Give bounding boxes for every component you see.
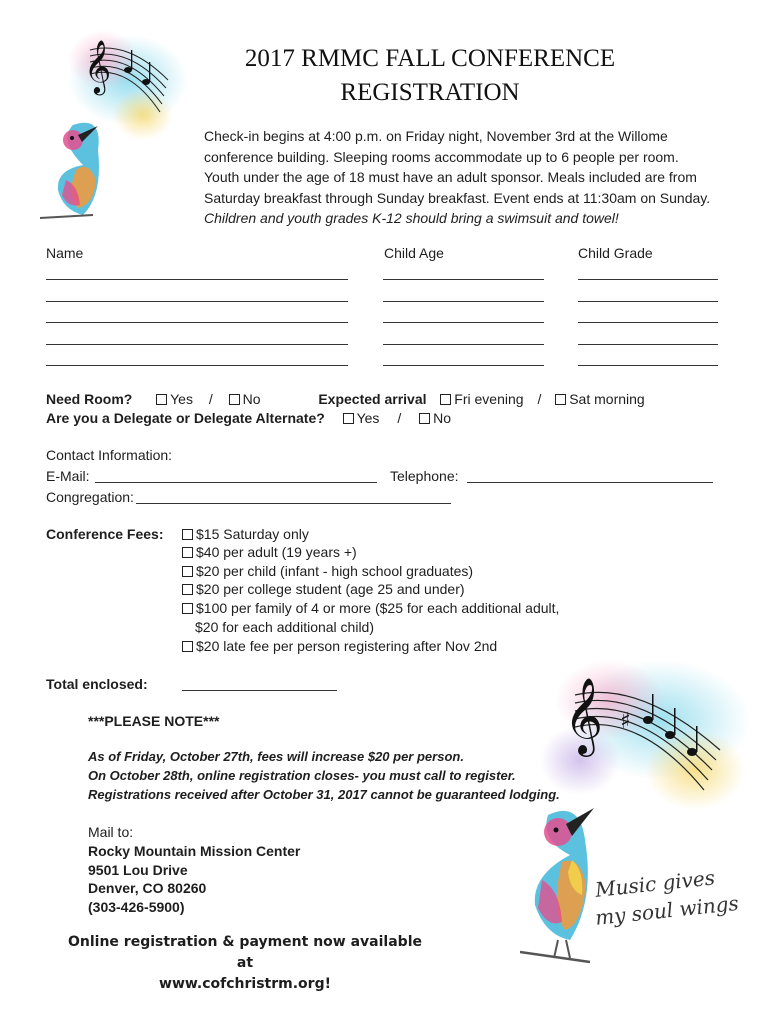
delegate-no-checkbox[interactable] [419,413,430,424]
name-field[interactable] [46,322,348,323]
arrival-fri-checkbox[interactable] [440,394,451,405]
intro-line: Youth under the age of 18 must have an adult sponsor. Meals included are from [204,169,697,185]
tagline-line2: my soul wings [594,890,740,930]
total-enclosed-field[interactable] [182,690,337,691]
intro-note: Children and youth grades K-12 should bring a swimsuit and towel! [204,210,619,226]
arrival-sat-checkbox[interactable] [555,394,566,405]
expected-arrival-label: Expected arrival [318,391,427,407]
fee-checkbox[interactable] [182,566,193,577]
notice-line: On October 28th, online registration closes- you must call to register. [88,768,516,783]
delegate-yes-checkbox[interactable] [343,413,354,424]
separator: / [397,410,402,426]
page-title-line1: 2017 RMMC FALL CONFERENCE [244,45,616,72]
grade-field[interactable] [578,301,718,302]
fee-checkbox[interactable] [182,547,193,558]
grade-field[interactable] [578,344,718,345]
arrival-fri-label: Fri evening [454,391,524,407]
fee-checkbox[interactable] [182,529,193,540]
fee-checkbox[interactable] [182,584,193,595]
need-room-yes-checkbox[interactable] [156,394,167,405]
intro-line: Saturday breakfast through Sunday breakfast. Event ends at 11:30am on Sunday. [204,189,711,206]
notice-line: Registrations received after October 31, 2017 cannot be guaranteed lodging. [88,787,560,802]
grade-field[interactable] [578,365,718,366]
grade-field[interactable] [578,279,718,280]
name-field[interactable] [46,279,348,280]
age-field[interactable] [383,365,544,366]
bird-illustration-bottom [520,640,760,980]
name-field[interactable] [46,365,348,366]
delegate-row [46,409,451,427]
email-label: E-Mail: [46,468,90,484]
mail-street: 9501 Lou Drive [88,862,188,878]
fee-option[interactable]: $100 per family of 4 or more ($25 for each additional adult, [182,599,559,617]
fee-option[interactable]: $20 per child (infant - high school graduates) [182,562,473,580]
room-row [46,390,645,408]
fee-option[interactable]: $20 late fee per person registering after Nov 2nd [182,637,497,655]
yes-label: Yes [170,391,193,407]
age-field[interactable] [383,344,544,345]
age-field[interactable] [383,279,544,280]
online-registration [60,932,430,995]
svg-text:♯: ♯ [620,709,631,734]
arrival-sat-label: Sat morning [569,391,645,407]
online-line: Online registration & payment now available at [68,934,422,971]
age-field[interactable] [383,301,544,302]
age-field[interactable] [383,322,544,323]
yes-label: Yes [356,410,380,426]
intro-line: conference building. Sleeping rooms accommodate up to 6 people per room. [204,148,679,165]
separator: / [537,391,542,407]
notice-line: As of Friday, October 27th, fees will increase $20 per person. [88,749,464,764]
please-note-heading: ***PLEASE NOTE*** [88,713,220,729]
mail-city: Denver, CO 80260 [88,880,207,896]
name-field[interactable] [46,301,348,302]
intro-text [204,126,724,229]
mail-to-label: Mail to: [88,824,134,840]
separator: / [208,391,213,407]
mail-org: Rocky Mountain Mission Center [88,843,301,859]
fee-checkbox[interactable] [182,603,193,614]
name-field[interactable] [46,344,348,345]
fee-checkbox[interactable] [182,641,193,652]
telephone-label: Telephone: [390,468,459,484]
need-room-no-checkbox[interactable] [229,394,240,405]
congregation-field[interactable] [136,503,451,504]
contact-heading: Contact Information: [46,447,173,463]
fee-option[interactable]: $15 Saturday only [182,525,309,543]
congregation-label: Congregation: [46,489,134,505]
email-field[interactable] [95,482,377,483]
fee-option[interactable]: $20 per college student (age 25 and under) [182,580,465,598]
delegate-label: Are you a Delegate or Delegate Alternate? [46,410,325,426]
conference-fees-label: Conference Fees: [46,526,164,542]
mail-phone: (303-426-5900) [88,899,185,915]
no-label: No [433,410,451,426]
tagline-line1: Music gives [594,865,717,902]
intro-line: Check-in begins at 4:00 p.m. on Friday night, November 3rd at the Willome [204,128,668,144]
need-room-label: Need Room? [46,391,133,407]
grade-field[interactable] [578,322,718,323]
fee-option[interactable]: $40 per adult (19 years +) [182,543,357,561]
no-label: No [242,391,261,407]
svg-text:𝄞: 𝄞 [564,677,604,754]
total-enclosed-label: Total enclosed: [46,676,148,692]
telephone-field[interactable] [467,482,713,483]
fee-option-continued: $20 for each additional child) [195,619,375,635]
bird-illustration-top [28,20,188,235]
col-header-name: Name [46,245,84,261]
online-url[interactable]: www.cofchristrm.org! [159,976,331,992]
col-header-grade: Child Grade [578,245,653,261]
page-title-line2: REGISTRATION [340,79,520,106]
svg-text:𝄞: 𝄞 [84,39,112,93]
col-header-age: Child Age [384,245,444,261]
